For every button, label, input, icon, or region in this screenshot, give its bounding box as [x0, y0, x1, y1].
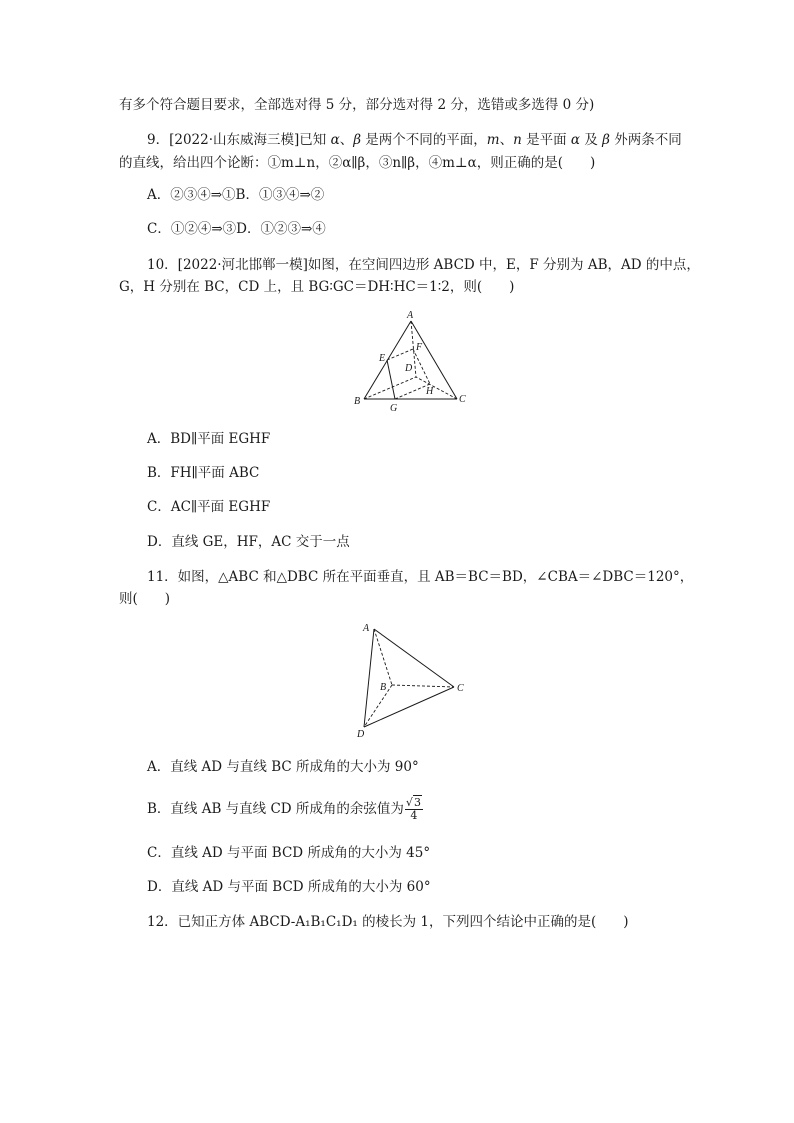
q11-option-b-text: B．直线 AB 与直线 CD 所成角的余弦值为 [147, 801, 404, 817]
q9-stem-prefix: 9．[2022·山东威海三模]已知 [147, 132, 331, 148]
q10-stem-line1: 10．[2022·河北邯郸一模]如图，在空间四边形 ABCD 中，E，F 分别为 AB，AD 的中点， [147, 257, 700, 273]
label-g: G [390, 403, 398, 414]
q9-stem-mid: 是两个不同的平面， [361, 132, 487, 148]
edge-bd [364, 377, 416, 399]
label-h: H [426, 386, 434, 397]
q11-option-c: C．直线 AD 与平面 BCD 所成角的大小为 45° [147, 845, 431, 861]
edge-ab [374, 629, 392, 685]
label-e: E [379, 353, 386, 364]
q11-stem-line1: 11．如图，△ABC 和△DBC 所在平面垂直，且 AB＝BC＝BD，∠CBA＝∠DBC＝120°， [147, 569, 694, 585]
q9-alpha: α [330, 132, 340, 148]
q9-beta: β [353, 132, 361, 148]
label-d: D [405, 363, 413, 374]
segment-gh [395, 384, 430, 399]
q9-stem-end: 外两条不同 [609, 132, 682, 148]
q9-stem-line1 [147, 131, 682, 149]
label-f: F [416, 342, 423, 353]
q10-stem-line2: G，H 分别在 BC，CD 上，且 BG∶GC＝DH∶HC＝1∶2，则( ) [119, 279, 515, 295]
edge-ac [374, 629, 454, 687]
edge-ad [364, 629, 374, 727]
q10-option-a: A．BD∥平面 EGHF [147, 431, 271, 447]
q10-option-b: B．FH∥平面 ABC [147, 465, 260, 481]
q9-sep1: 、 [339, 132, 354, 148]
q9-option-cd: C．①②④⇒③D．①②③⇒④ [147, 221, 326, 237]
segment-eg [387, 360, 395, 399]
sqrt-symbol: √3 [405, 796, 421, 809]
q10-option-d: D．直线 GE，HF，AC 交于一点 [147, 534, 350, 550]
q11-option-b-radicand: 3 [413, 796, 421, 809]
q9-stem-mid2: 是平面 [521, 132, 571, 148]
q11-tetrahedron-figure [352, 617, 472, 741]
q11-stem-line2: 则( ) [119, 591, 171, 607]
edge-bc [392, 685, 454, 687]
segment-fh [413, 349, 430, 384]
q9-stem-line2: 的直线，给出四个论断：①m⊥n，②α∥β，③n∥β，④m⊥α，则正确的是( ) [119, 155, 596, 171]
label-c: C [459, 394, 466, 405]
label-a: A [363, 623, 370, 634]
label-c: C [457, 683, 464, 694]
q11-option-b-denominator: 4 [410, 809, 418, 822]
q9-beta2: β [602, 132, 610, 148]
q9-option-ab: A．②③④⇒①B．①③④⇒② [147, 187, 325, 203]
q10-option-c: C．AC∥平面 EGHF [147, 499, 271, 515]
q11-option-d: D．直线 AD 与平面 BCD 所成角的大小为 60° [147, 879, 431, 895]
instructions-text: 有多个符合题目要求，全部选对得 5 分，部分选对得 2 分，选错或多选得 0 分) [119, 97, 595, 113]
label-b: B [354, 396, 361, 407]
label-b: B [380, 682, 387, 693]
q9-alpha2: α [570, 132, 581, 148]
q9-m: m [486, 132, 500, 148]
label-d: D [357, 729, 365, 740]
label-a: A [407, 310, 414, 321]
q9-sep2: 、 [499, 132, 514, 148]
q12-stem: 12．已知正方体 ABCD-A₁B₁C₁D₁ 的棱长为 1，下列四个结论中正确的是( ) [147, 914, 629, 930]
q10-tetrahedron-figure [350, 307, 475, 415]
q9-and: 及 [580, 132, 603, 148]
q9-n: n [513, 132, 522, 148]
q11-option-b [147, 796, 423, 822]
q11-option-a: A．直线 AD 与直线 BC 所成角的大小为 90° [147, 759, 419, 775]
sqrt3-over-4-fraction [405, 797, 423, 822]
